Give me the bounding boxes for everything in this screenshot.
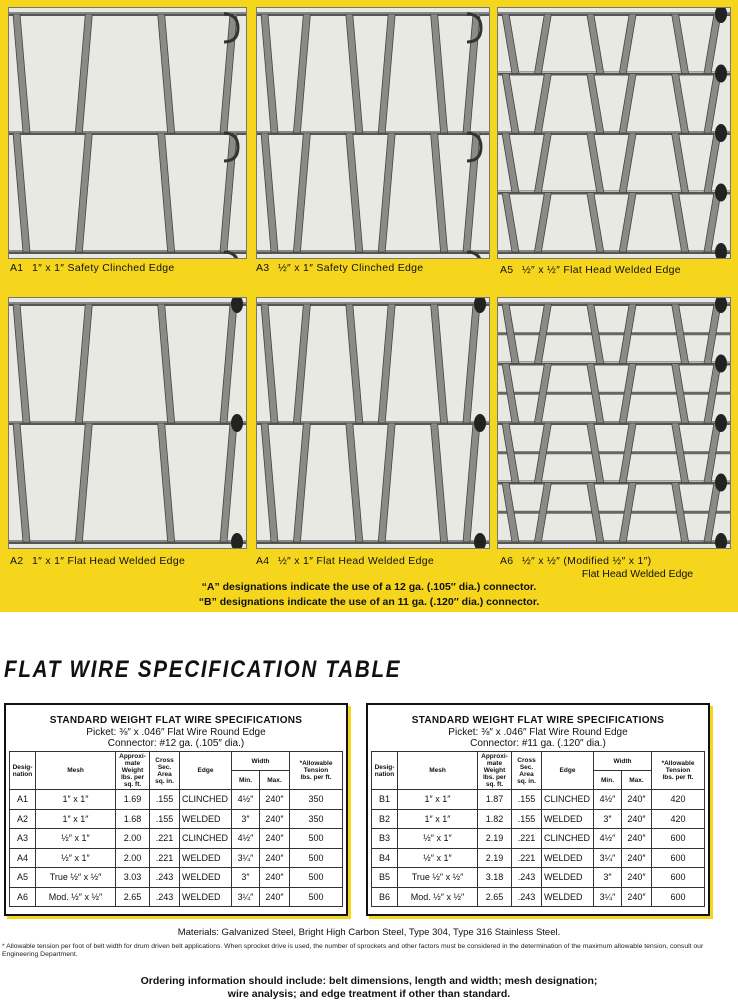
cell-mesh: True ½″ x ½″	[36, 868, 116, 888]
header-min: Min.	[232, 771, 260, 790]
cell-width-max: 240″	[622, 809, 652, 829]
materials-line: Materials: Galvanized Steel, Bright High Carbon Steel, Type 304, Type 316 Stainless Steel.	[177, 927, 561, 938]
cell-width-max: 240″	[260, 809, 290, 829]
cell-width-min: 4½″	[594, 790, 622, 810]
cell-designation: A1	[10, 790, 36, 810]
cell-designation: A3	[10, 829, 36, 849]
cell-edge: WELDED	[542, 848, 594, 868]
ordering-line-1: Ordering information should include: belt dimensions, length and width; mesh designation;	[140, 975, 598, 987]
cell-tension: 350	[290, 790, 343, 810]
caption-a3: A3 ½″ x 1″ Safety Clinched Edge	[256, 262, 424, 274]
cell-width-min: 3″	[232, 868, 260, 888]
table-picket: Picket: ⅜″ x .046″ Flat Wire Round Edge	[448, 727, 628, 738]
cell-designation: B5	[372, 868, 398, 888]
cell-width-max: 240″	[622, 829, 652, 849]
cell-width-min: 4½″	[232, 790, 260, 810]
cell-width-max: 240″	[260, 887, 290, 907]
spec-grid	[9, 751, 343, 907]
cell-weight: 2.00	[116, 829, 150, 849]
cell-width-min: 3¼″	[594, 887, 622, 907]
header-designation: Desig- nation	[10, 752, 36, 790]
table-row	[372, 790, 705, 810]
header-tension: *Allowable Tension lbs. per ft.	[290, 752, 343, 790]
cell-mesh: 1″ x 1″	[398, 809, 478, 829]
header-weight: Approxi- mate Weight lbs. per sq. ft.	[478, 752, 512, 790]
cell-area: .243	[512, 887, 542, 907]
cell-edge: WELDED	[542, 887, 594, 907]
cell-area: .155	[150, 790, 180, 810]
cell-designation: A5	[10, 868, 36, 888]
cell-tension: 500	[290, 868, 343, 888]
cell-designation: A4	[10, 848, 36, 868]
photo-a6	[497, 297, 731, 549]
cell-mesh: Mod. ½″ x ½″	[398, 887, 478, 907]
cell-area: .221	[512, 848, 542, 868]
cell-width-min: 3″	[594, 868, 622, 888]
header-edge: Edge	[542, 752, 594, 790]
header-mesh: Mesh	[36, 752, 116, 790]
cell-width-max: 240″	[260, 868, 290, 888]
cell-designation: B2	[372, 809, 398, 829]
table-row	[372, 829, 705, 849]
cell-mesh: Mod. ½″ x ½″	[36, 887, 116, 907]
photo-a5	[497, 7, 731, 259]
header-area: Cross Sec. Area sq. in.	[512, 752, 542, 790]
cell-tension: 500	[290, 887, 343, 907]
ordering-info	[0, 975, 738, 1001]
cell-width-min: 4½″	[594, 829, 622, 849]
cell-designation: B3	[372, 829, 398, 849]
cell-weight: 1.68	[116, 809, 150, 829]
table-picket: Picket: ⅜″ x .046″ Flat Wire Round Edge	[86, 727, 266, 738]
table-row	[372, 887, 705, 907]
cell-area: .155	[150, 809, 180, 829]
photo-a2	[8, 297, 247, 549]
table-row	[372, 809, 705, 829]
table-row	[10, 887, 343, 907]
cell-width-min: 3″	[232, 809, 260, 829]
cell-width-min: 4½″	[232, 829, 260, 849]
cell-width-max: 240″	[260, 829, 290, 849]
header-width: Width	[232, 752, 290, 771]
cell-mesh: 1″ x 1″	[36, 790, 116, 810]
table-connector: Connector: #11 ga. (.120″ dia.)	[470, 738, 606, 749]
cell-width-min: 3¼″	[232, 848, 260, 868]
header-max: Max.	[622, 771, 652, 790]
cell-weight: 1.87	[478, 790, 512, 810]
cell-mesh: ½″ x 1″	[36, 829, 116, 849]
table-row	[372, 868, 705, 888]
cell-tension: 600	[652, 829, 705, 849]
cell-width-max: 240″	[622, 868, 652, 888]
page-title: FLAT WIRE SPECIFICATION TABLE	[4, 656, 402, 683]
photo-a4	[256, 297, 490, 549]
table-row	[10, 868, 343, 888]
spec-table-a	[4, 703, 348, 916]
header-width: Width	[594, 752, 652, 771]
cell-mesh: True ½″ x ½″	[398, 868, 478, 888]
cell-edge: WELDED	[180, 868, 232, 888]
cell-tension: 500	[290, 829, 343, 849]
table-row	[10, 829, 343, 849]
cell-mesh: 1″ x 1″	[36, 809, 116, 829]
cell-tension: 420	[652, 790, 705, 810]
cell-edge: WELDED	[180, 887, 232, 907]
cell-edge: WELDED	[180, 809, 232, 829]
spec-grid	[371, 751, 705, 907]
cell-weight: 1.82	[478, 809, 512, 829]
header-area: Cross Sec. Area sq. in.	[150, 752, 180, 790]
cell-edge: WELDED	[180, 848, 232, 868]
cell-weight: 2.00	[116, 848, 150, 868]
cell-area: .243	[150, 887, 180, 907]
cell-tension: 500	[290, 848, 343, 868]
cell-width-min: 3″	[594, 809, 622, 829]
table-title: STANDARD WEIGHT FLAT WIRE SPECIFICATIONS	[49, 715, 303, 726]
spec-table-b	[366, 703, 710, 916]
tension-footnote: * Allowable tension per foot of belt width for drum driven belt applications. When sprocket drive is used, the number of sprockets and other factors must be considered in the determination of the maximum allowable tension, consult our Engineering Department.	[2, 943, 704, 958]
header-min: Min.	[594, 771, 622, 790]
cell-tension: 600	[652, 868, 705, 888]
note-a-designation: “A” designations indicate the use of a 12 ga. (.105″ dia.) connector.	[201, 581, 537, 593]
cell-tension: 600	[652, 848, 705, 868]
cell-weight: 3.18	[478, 868, 512, 888]
table-row	[10, 809, 343, 829]
header-edge: Edge	[180, 752, 232, 790]
cell-tension: 600	[652, 887, 705, 907]
cell-area: .155	[512, 809, 542, 829]
ordering-line-2: wire analysis; and edge treatment if other than standard.	[227, 988, 511, 1000]
cell-edge: WELDED	[542, 809, 594, 829]
cell-width-max: 240″	[622, 848, 652, 868]
caption-a5: A5 ½″ x ½″ Flat Head Welded Edge	[500, 264, 681, 276]
photo-a1	[8, 7, 247, 259]
cell-designation: A2	[10, 809, 36, 829]
cell-width-min: 3¼″	[232, 887, 260, 907]
cell-designation: B1	[372, 790, 398, 810]
caption-a4: A4 ½″ x 1″ Flat Head Welded Edge	[256, 555, 435, 567]
caption-a6: A6 ½″ x ½″ (Modified ½″ x 1″)	[500, 555, 652, 567]
cell-weight: 2.65	[478, 887, 512, 907]
cell-edge: WELDED	[542, 868, 594, 888]
cell-width-max: 240″	[622, 887, 652, 907]
cell-weight: 3.03	[116, 868, 150, 888]
cell-weight: 2.65	[116, 887, 150, 907]
header-max: Max.	[260, 771, 290, 790]
cell-width-max: 240″	[622, 790, 652, 810]
cell-designation: B6	[372, 887, 398, 907]
cell-edge: CLINCHED	[180, 790, 232, 810]
cell-designation: A6	[10, 887, 36, 907]
header-mesh: Mesh	[398, 752, 478, 790]
table-row	[10, 790, 343, 810]
cell-mesh: ½″ x 1″	[398, 848, 478, 868]
cell-edge: CLINCHED	[542, 829, 594, 849]
cell-tension: 350	[290, 809, 343, 829]
cell-area: .221	[512, 829, 542, 849]
photo-a3	[256, 7, 490, 259]
table-row	[372, 848, 705, 868]
cell-width-max: 240″	[260, 790, 290, 810]
cell-area: .243	[150, 868, 180, 888]
cell-area: .221	[150, 829, 180, 849]
cell-tension: 420	[652, 809, 705, 829]
caption-a2: A2 1″ x 1″ Flat Head Welded Edge	[10, 555, 186, 567]
caption-a6-line2: Flat Head Welded Edge	[581, 568, 694, 580]
table-connector: Connector: #12 ga. (.105″ dia.)	[107, 738, 245, 749]
cell-mesh: 1″ x 1″	[398, 790, 478, 810]
cell-weight: 2.19	[478, 829, 512, 849]
cell-mesh: ½″ x 1″	[36, 848, 116, 868]
cell-area: .243	[512, 868, 542, 888]
cell-area: .221	[150, 848, 180, 868]
header-designation: Desig- nation	[372, 752, 398, 790]
cell-width-max: 240″	[260, 848, 290, 868]
cell-edge: CLINCHED	[180, 829, 232, 849]
header-tension: *Allowable Tension lbs. per ft.	[652, 752, 705, 790]
cell-weight: 1.69	[116, 790, 150, 810]
cell-area: .155	[512, 790, 542, 810]
cell-width-min: 3¼″	[594, 848, 622, 868]
caption-a1: A1 1″ x 1″ Safety Clinched Edge	[10, 262, 175, 274]
header-weight: Approxi- mate Weight lbs. per sq. ft.	[116, 752, 150, 790]
table-title: STANDARD WEIGHT FLAT WIRE SPECIFICATIONS	[411, 715, 665, 726]
cell-edge: CLINCHED	[542, 790, 594, 810]
cell-designation: B4	[372, 848, 398, 868]
cell-weight: 2.19	[478, 848, 512, 868]
table-row	[10, 848, 343, 868]
note-b-designation: “B” designations indicate the use of an 11 ga. (.120″ dia.) connector.	[198, 596, 540, 608]
cell-mesh: ½″ x 1″	[398, 829, 478, 849]
